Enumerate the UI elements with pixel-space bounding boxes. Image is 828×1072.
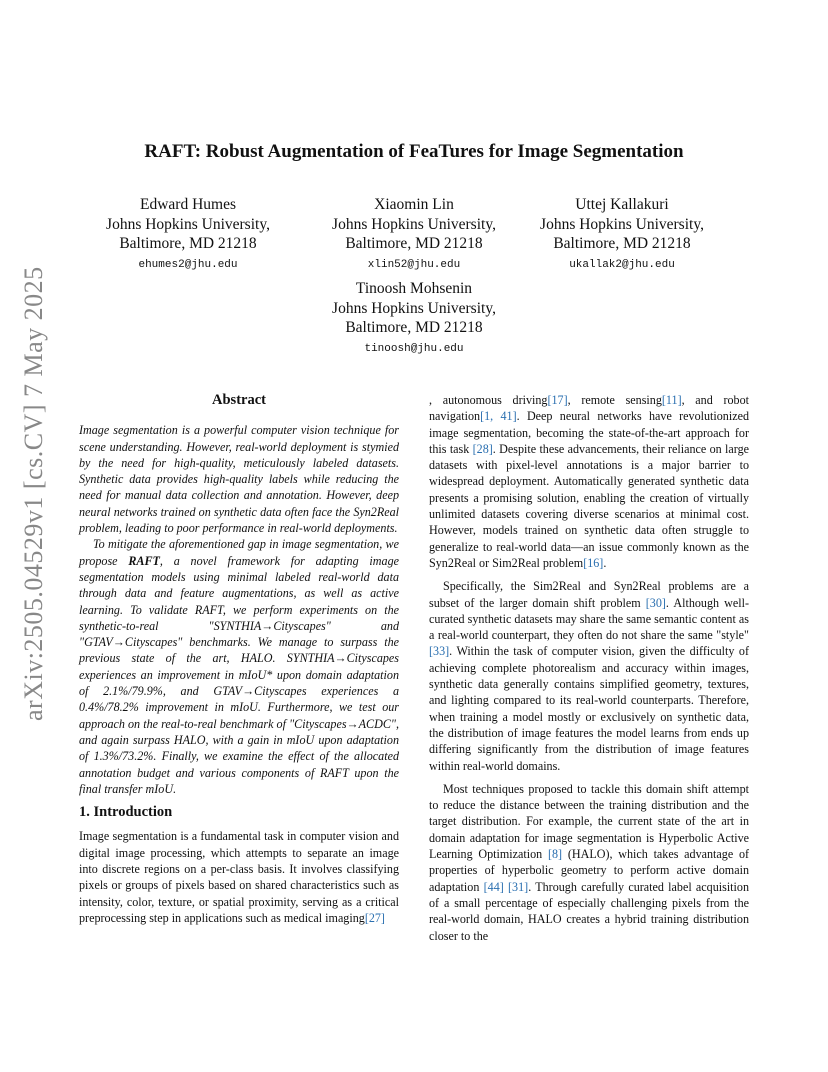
abstract-paragraph: To mitigate the aforementioned gap in image segmentation, we propose RAFT, a novel framework for adapting image segmentation models using minimal labeled real-world data through data and feature augmentations, as well as active learning. To validate RAFT, we perform experiments on the synthetic-to-real "SYNTHIA→Cityscapes" and "GTAV→Cityscapes" benchmarks. We manage to surpass the previous state of the art, HALO. SYNTHIA→Cityscapes experiences an improvement in mIoU* upon domain adaptation of 2.1%/79.9%, and GTAV→Cityscapes experiences a 0.4%/78.2% improvement in mIoU. Furthermore, we test our approach on the real-to-real benchmark of "Cityscapes→ACDC", and again surpass HALO, with a gain in mIoU upon adaptation of 1.3%/73.2%. Finally, we examine the effect of the allocated annotation budget and various components of RAFT upon the final transfer mIoU.: [79, 537, 399, 796]
citation-link[interactable]: [33]: [429, 644, 450, 659]
author-email[interactable]: ukallak2@jhu.edu: [569, 258, 675, 271]
arxiv-stamp: arXiv:2505.04529v1 [cs.CV] 7 May 2025: [19, 266, 48, 722]
citation-link[interactable]: [16]: [583, 555, 604, 570]
author-email[interactable]: tinoosh@jhu.edu: [364, 342, 464, 355]
author-address: Baltimore, MD 21218: [345, 319, 483, 336]
citation-link[interactable]: [30]: [645, 595, 666, 610]
author-address: Baltimore, MD 21218: [345, 235, 483, 252]
author-name: Xiaomin Lin: [374, 196, 454, 213]
citation-link[interactable]: [17]: [547, 393, 568, 407]
author-affiliation: Johns Hopkins University,: [540, 215, 704, 233]
author-email[interactable]: ehumes2@jhu.edu: [138, 258, 238, 271]
author-name: Uttej Kallakuri: [575, 196, 669, 213]
section-heading-introduction: 1. Introduction: [79, 804, 173, 821]
author-block: [522, 195, 722, 275]
author-block: [88, 195, 288, 275]
author-block: [314, 195, 514, 275]
left-column: [79, 392, 399, 926]
citation-link[interactable]: [44]: [483, 879, 504, 894]
citation-link[interactable]: [8]: [547, 847, 563, 862]
author-affiliation: Johns Hopkins University,: [332, 215, 496, 233]
citation-link[interactable]: [1, 41]: [480, 409, 517, 424]
body-paragraph: , autonomous driving[17], remote sensing[11], and robot navigation[1, 41]. Deep neural networks have revolutionized image segmentation, becoming the state-of-the-art approach for this task [28]. Despite these advancements, their reliance on large datasets with pixel-level annotations is a major barrier to widespread deployment. Automatically generated synthetic data presents a promising solution, enabling the creation of virtually unlimited datasets covering diverse scenarios at minimal cost. However, models trained on synthetic data often struggle to generalize to real-world data—an issue commonly known as the Syn2Real or Sim2Real problem[16].: [429, 393, 749, 570]
author-email[interactable]: xlin52@jhu.edu: [367, 258, 461, 271]
author-block: [314, 279, 514, 359]
author-affiliation: Johns Hopkins University,: [332, 299, 496, 317]
right-column: [429, 392, 749, 944]
body-paragraph: Specifically, the Sim2Real and Syn2Real problems are a subset of the larger domain shift problem [30]. Although well-curated synthetic datasets may share the same semantic content as a real-world counterpart, they often do not share the same "style" [33]. Within the task of computer vision, given the difficulty of achieving complete photorealism and accuracy within images, synthetic data generally contains simplified geometry, textures, and lighting compared to its real-world counterparts. Therefore, when training a model mostly or exclusively on synthetic data, the distribution of image features the model learns from ends up differing significantly from the distribution of image features within real-world domains.: [429, 579, 749, 773]
author-address: Baltimore, MD 21218: [119, 235, 257, 252]
citation-link[interactable]: [11]: [661, 393, 682, 407]
citation-link[interactable]: [31]: [508, 879, 529, 894]
intro-paragraph: Image segmentation is a fundamental task in computer vision and digital image processing, which attempts to separate an image into discrete regions on a per-class basis. It involves classifying pixels or groups of pixels based on shared characteristics such as intensity, color, texture, or spatial proximity, serving as a critical preprocessing step in applications such as medical imaging[27]: [79, 829, 399, 925]
author-name: Edward Humes: [140, 196, 236, 213]
author-name: Tinoosh Mohsenin: [355, 280, 473, 297]
abstract-paragraph: Image segmentation is a powerful computer vision technique for scene understanding. However, real-world deployment is stymied by the need for high-quality, meticulously labeled datasets. Synthetic data provides high-quality labels while reducing the need for manual data collection and annotation. However, deep neural networks trained on synthetic data often face the Syn2Real problem, leading to poor performance in real-world deployments.: [79, 423, 399, 536]
paper-title: RAFT: Robust Augmentation of FeaTures for Image Segmentation: [144, 141, 684, 162]
body-paragraph: Most techniques proposed to tackle this domain shift attempt to reduce the distance between the training distribution and the target distribution. For example, the current state of the art in domain adaptation for image segmentation is Hyperbolic Active Learning Optimization [8] (HALO), which takes advantage of properties of hyperbolic geometry to perform active domain adaptation [44] [31]. Through carefully curated label acquisition of a small percentage of especially challenging pixels from the real-world domain, HALO creates a hybrid training distribution closer to the: [429, 781, 750, 943]
citation-link[interactable]: [28]: [472, 441, 493, 456]
author-affiliation: Johns Hopkins University,: [106, 215, 270, 233]
abstract-heading: Abstract: [212, 392, 266, 408]
author-address: Baltimore, MD 21218: [553, 235, 691, 252]
citation-link[interactable]: [27]: [364, 910, 385, 925]
